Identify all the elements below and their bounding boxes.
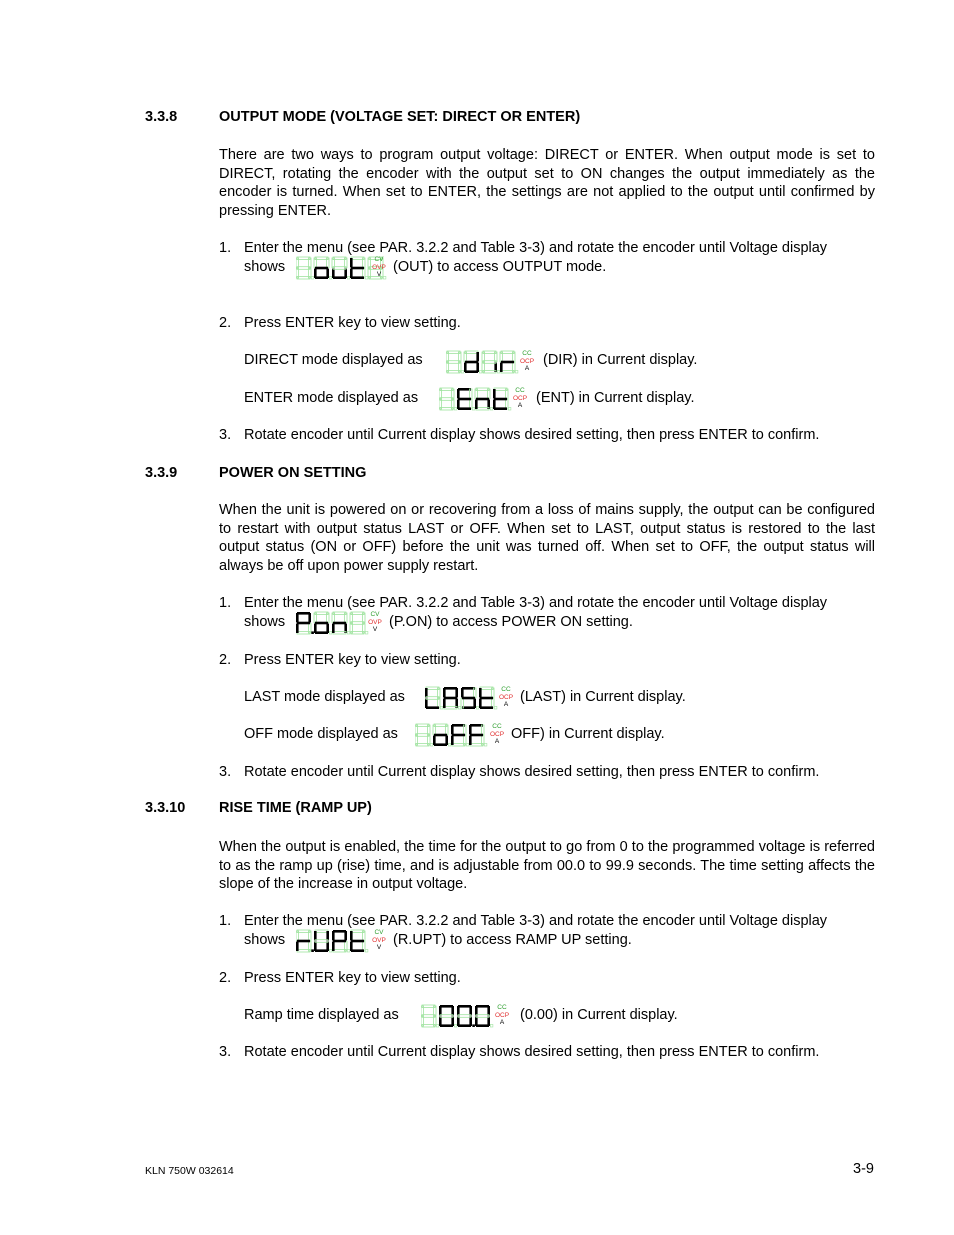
section-number: 3.3.8 xyxy=(145,109,178,125)
current-indicator xyxy=(518,350,536,373)
section-title: RISE TIME (RAMP UP) xyxy=(219,800,372,816)
digit xyxy=(461,687,479,709)
indicator-top: CV xyxy=(374,256,384,263)
current-indicator xyxy=(493,1004,511,1027)
indicator-mid: OVP xyxy=(372,263,386,271)
section-title: POWER ON SETTING xyxy=(219,465,367,481)
indicator-top: CC xyxy=(522,350,532,357)
sub-step-prefix: LAST mode displayed as xyxy=(244,689,405,705)
digit xyxy=(500,351,518,373)
indicator-top: CC xyxy=(515,387,525,394)
footer-doc-id: KLN 750W 032614 xyxy=(145,1165,234,1177)
digit xyxy=(464,351,482,373)
current-indicator xyxy=(497,686,515,709)
section-title: OUTPUT MODE (VOLTAGE SET: DIRECT OR ENTER) xyxy=(219,109,581,125)
digit xyxy=(469,724,487,746)
digit xyxy=(425,687,443,709)
section-paragraph: When the unit is powered on or recovering from a loss of mains supply, the output can be configured to restart with output status LAST or OFF. When set to LAST, output status is restored to the last output status (ON or OFF) before the unit was turned off. When set to OFF, the output status will always be off upon power supply restart. xyxy=(219,502,875,575)
digit xyxy=(446,351,464,373)
sub-step-prefix: ENTER mode displayed as xyxy=(244,390,419,406)
step-number: 1. xyxy=(219,913,232,929)
indicator-top: CV xyxy=(370,611,380,618)
digit xyxy=(296,257,314,279)
step-text-suffix: (P.ON) to access POWER ON setting. xyxy=(389,614,633,630)
step-text: Enter the menu (see PAR. 3.2.2 and Table 3-3) and rotate the encoder until Voltage display xyxy=(244,913,828,929)
indicator-unit: A xyxy=(494,738,500,745)
indicator-mid: OCP xyxy=(498,693,514,701)
sub-step-prefix: OFF mode displayed as xyxy=(244,726,398,742)
seven-segment-display xyxy=(296,611,370,635)
step-text-prefix: shows xyxy=(244,259,286,275)
indicator-unit: A xyxy=(524,365,530,372)
step-text: Enter the menu (see PAR. 3.2.2 and Table 3-3) and rotate the encoder until Voltage display xyxy=(244,240,828,256)
step-text: Press ENTER key to view setting. xyxy=(244,652,461,668)
digit xyxy=(421,1005,439,1027)
section-paragraph: When the output is enabled, the time for the output to go from 0 to the programmed voltage is referred to as the ramp up (rise) time, and is adjustable from 00.0 to 99.9 seconds. The time setting affects the slope of the increase in output voltage. xyxy=(219,839,875,893)
sub-step-prefix: DIRECT mode displayed as xyxy=(244,352,423,368)
digit xyxy=(457,1005,475,1027)
digit xyxy=(350,930,368,952)
digit xyxy=(439,1005,457,1027)
digit xyxy=(332,257,350,279)
current-indicator xyxy=(488,723,506,746)
section-number: 3.3.9 xyxy=(145,465,178,481)
digit xyxy=(443,687,461,709)
indicator-unit: V xyxy=(372,626,378,633)
step-text: Rotate encoder until Current display shows desired setting, then press ENTER to confirm. xyxy=(244,427,820,443)
indicator-top: CC xyxy=(501,686,511,693)
digit xyxy=(314,930,332,952)
digit xyxy=(475,1005,493,1027)
step-text: Press ENTER key to view setting. xyxy=(244,315,461,331)
seven-segment-display xyxy=(439,387,513,411)
digit xyxy=(415,724,433,746)
indicator-mid: OVP xyxy=(368,618,382,626)
section-number: 3.3.10 xyxy=(145,800,186,816)
digit xyxy=(314,612,332,634)
step-number: 3. xyxy=(219,1044,232,1060)
step-text-suffix: (OUT) to access OUTPUT mode. xyxy=(393,259,607,275)
step-number: 3. xyxy=(219,427,232,443)
voltage-indicator xyxy=(366,611,384,634)
digit xyxy=(482,351,500,373)
digit xyxy=(439,388,457,410)
seven-segment-display xyxy=(425,686,499,710)
digit xyxy=(332,930,350,952)
step-number: 2. xyxy=(219,970,232,986)
indicator-top: CC xyxy=(492,723,502,730)
indicator-top: CV xyxy=(374,929,384,936)
indicator-unit: A xyxy=(499,1019,505,1026)
seven-segment-display xyxy=(415,723,489,747)
digit xyxy=(296,930,314,952)
digit xyxy=(493,388,511,410)
digit xyxy=(350,257,368,279)
step-number: 3. xyxy=(219,764,232,780)
indicator-unit: A xyxy=(503,701,509,708)
current-indicator xyxy=(511,387,529,410)
indicator-mid: OCP xyxy=(512,394,528,402)
step-number: 1. xyxy=(219,240,232,256)
digit xyxy=(479,687,497,709)
step-text-prefix: shows xyxy=(244,932,286,948)
step-text: Rotate encoder until Current display shows desired setting, then press ENTER to confirm. xyxy=(244,1044,820,1060)
indicator-mid: OCP xyxy=(494,1011,510,1019)
digit xyxy=(296,612,314,634)
indicator-mid: OCP xyxy=(519,357,535,365)
indicator-unit: A xyxy=(517,402,523,409)
step-text: Enter the menu (see PAR. 3.2.2 and Table 3-3) and rotate the encoder until Voltage display xyxy=(244,595,828,611)
seven-segment-display xyxy=(296,929,370,953)
indicator-unit: V xyxy=(376,944,382,951)
digit xyxy=(433,724,451,746)
voltage-indicator xyxy=(370,256,388,279)
digit xyxy=(314,257,332,279)
digit xyxy=(332,612,350,634)
digit xyxy=(451,724,469,746)
step-text: Rotate encoder until Current display shows desired setting, then press ENTER to confirm. xyxy=(244,764,820,780)
sub-step-suffix: OFF) in Current display. xyxy=(511,726,665,742)
step-number: 1. xyxy=(219,595,232,611)
voltage-indicator xyxy=(370,929,388,952)
indicator-top: CC xyxy=(497,1004,507,1011)
indicator-mid: OVP xyxy=(372,936,386,944)
seven-segment-display xyxy=(446,350,520,374)
step-text-prefix: shows xyxy=(244,614,286,630)
digit xyxy=(457,388,475,410)
sub-step-suffix: (DIR) in Current display. xyxy=(543,352,698,368)
indicator-mid: OCP xyxy=(489,730,505,738)
page-number: 3-9 xyxy=(853,1161,874,1177)
step-number: 2. xyxy=(219,315,232,331)
digit xyxy=(475,388,493,410)
seven-segment-display xyxy=(421,1004,495,1028)
sub-step-suffix: (ENT) in Current display. xyxy=(536,390,695,406)
step-text-suffix: (R.UPT) to access RAMP UP setting. xyxy=(393,932,632,948)
sub-step-suffix: (0.00) in Current display. xyxy=(520,1007,678,1023)
section-paragraph: There are two ways to program output voltage: DIRECT or ENTER. When output mode is set to DIRECT, rotating the encoder with the output set to ON changes the output immediately as the encoder is turned. When set to ENTER, the settings are not applied to the output until confirmed by pressing ENTER. xyxy=(219,147,875,220)
step-text: Press ENTER key to view setting. xyxy=(244,970,461,986)
sub-step-prefix: Ramp time displayed as xyxy=(244,1007,399,1023)
indicator-unit: V xyxy=(376,271,382,278)
step-number: 2. xyxy=(219,652,232,668)
sub-step-suffix: (LAST) in Current display. xyxy=(520,689,686,705)
